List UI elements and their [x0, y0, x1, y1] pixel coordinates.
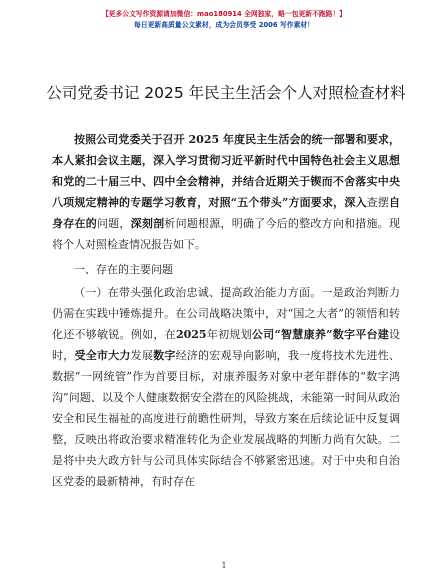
para1-text-3: 年初规划: [206, 328, 252, 342]
problem-paragraph: [52, 283, 400, 492]
para1-text-9: 经济的宏观导向影响，我一度将技术先进性、数据“一网统管”作为首要目标，对康养服务对象中老年群体的“数字鸿沟”问题、以及个人健康数据安全潜在的风险挑战，未能第一时间从政治安全和民生福祉的高度进行前瞻性研判，导致方案在后续论证中反复调整，反映出将政治要求精准转化为企业发展战略的判断力尚有欠缺。二是将中央大政方针与公司具体实际结合不够紧密迅速。对于中央和自治区党委的最新精神，有时存在: [52, 349, 401, 488]
intro-text-4: 自身存在的: [52, 195, 401, 230]
document-title: 公司党委书记 2025 年民主生活会个人对照检查材料: [46, 84, 406, 102]
promo-banner-line2: 每日更新高质量公文素材，成为会员享受 2006 写作素材！: [134, 21, 314, 29]
section-heading: 一、存在的主要问题: [74, 263, 173, 277]
para1-text-6: 受全市大力: [74, 349, 131, 363]
para1-text-7: 发展: [130, 349, 154, 363]
intro-text-3: 查摆: [366, 195, 390, 209]
intro-paragraph: [52, 130, 400, 255]
document-body: [52, 130, 400, 492]
para1-text-4: 公司“智慧康养”数字平台建: [251, 328, 390, 342]
intro-text-2: “五个带头”方面要求，深入: [230, 195, 367, 209]
para1-text-5: 设时，: [52, 328, 401, 363]
para1-text-1: （一）在带头强化政治忠诚、提高政治能力方面。一是政治判断力仍需在实践中锤炼提升。在公司战略决策中，对“国之大者”的领悟和转化还不够敏锐。例如，在: [52, 286, 400, 342]
para1-text-2: 2025: [175, 328, 207, 342]
intro-text-7: 析问题根源，明确了今后的整改方向和措施。现将个人对照检查情况报告如下。: [52, 216, 401, 251]
promo-banner-line1: 【更多公文写作资源请加微信：mao180914 全网独家，略一包更新不跑路！】: [101, 10, 347, 18]
intro-text-6: 深刻剖: [130, 216, 165, 230]
para1-text-8: 数字: [153, 349, 176, 363]
page-number: 1: [221, 561, 227, 570]
intro-text-5: 问题，: [96, 216, 131, 230]
intro-text-1: 按照公司党委关于召开 2025 年度民主生活会的统一部署和要求，本人紧扣会议主题，深入学习贯彻习近平新时代中国特色社会主义思想和党的二十届三中、四中全会精神，并结合近期关于锲而不舍落实中央八项规定精神的专题学习教育，对照: [52, 133, 400, 209]
